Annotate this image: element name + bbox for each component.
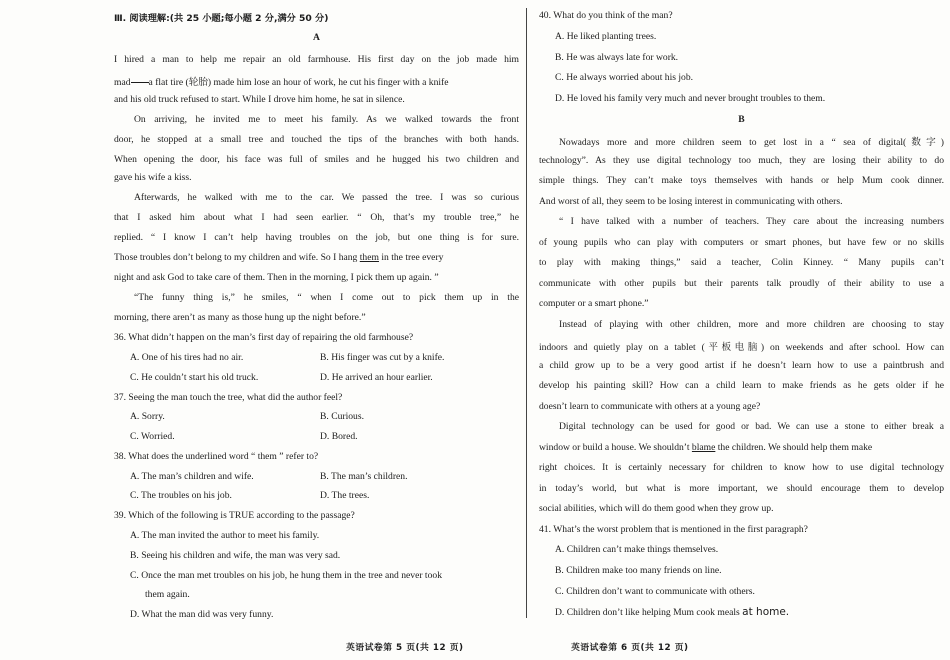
passage-b-text: window or build a house. We shouldn’t [539,442,690,453]
option-36-d: D. He arrived an hour earlier. [320,372,433,383]
footer-right-page-number: 英语试卷第 6 页(共 12 页) [571,643,689,653]
option-40-d: D. He loved his family very much and never brought troubles to them. [555,93,826,104]
question-38-stem: 38. What does the underlined word “ them ” refer to? [114,451,319,462]
option-37-a: A. Sorry. [130,411,165,422]
passage-b-line: doesn’t learn to communicate with others at a young age? [539,401,761,412]
mad-word: mad [114,77,131,88]
passage-b-line: right choices. It is certainly necessary for children to know how to use digital technology [539,462,944,473]
option-37-d: D. Bored. [320,431,358,442]
option-41-c: C. Children don’t want to communicate with others. [555,586,755,597]
option-36-b: B. His finger was cut by a knife. [320,352,445,363]
passage-b-line: to play with making things,” said a teacher, Colin Kinney. “ Many pupils can’t [539,257,944,268]
passage-a-title: A [313,32,320,43]
passage-a-line: replied. “ I know I can’t help having troubles on the job, but one thing is for sure. [114,232,519,243]
option-37-c: C. Worried. [130,431,175,442]
option-38-a: A. The man’s children and wife. [130,471,254,482]
option-41-a: A. Children can’t make things themselves. [555,544,719,555]
passage-a-line: When opening the door, his face was full of smiles and he hugged his two children and [114,154,519,165]
question-37-stem: 37. Seeing the man touch the tree, what did the author feel? [114,392,343,403]
option-41-d [555,606,789,618]
passage-b-line [539,442,944,453]
left-page [114,0,519,636]
option-40-a: A. He liked planting trees. [555,31,657,42]
option-41-d-added-text: at home. [742,606,790,618]
underlined-word-blame: blame [691,442,716,453]
passage-b-line: And worst of all, they seem to be losing interest in communicating with others. [539,196,843,207]
option-39-a: A. The man invited the author to meet his family. [130,530,320,541]
passage-a-text: Those troubles don’t belong to my children and wife. So I hang [114,252,358,263]
passage-a-line: that I asked him about what I had seen earlier. “ Oh, that’s my trouble tree,” he [114,212,519,223]
passage-b-line: “ I have talked with a number of teachers. They care about the increasing numbers [559,216,944,227]
option-39-c: C. Once the man met troubles on his job, he hung them in the tree and never took [130,570,442,581]
option-39-c-cont: them again. [145,589,190,600]
passage-b-line: of young pupils who can play with computers or smart phones, but have few or no skills [539,237,944,248]
passage-b-line: Nowadays more and more children seem to get lost in a “ sea of digital(数字) [559,137,944,148]
passage-a-line: and his old truck refused to start. While I drove him home, he sat in silence. [114,94,405,105]
passage-a-line [114,252,519,263]
right-page [539,0,944,636]
passage-a-line: door, he stopped at a small tree and touched the tips of the branches with both hands. [114,134,519,145]
passage-b-line: Instead of playing with other children, more and more children are choosing to stay [559,319,944,330]
passage-b-text: the children. We should help them make [717,442,873,453]
passage-b-line: computer or a smart phone.” [539,298,649,309]
page-divider [526,8,527,618]
passage-b-line: social abilities, which will do them good when they grow up. [539,503,774,514]
passage-a-text: a flat tire (轮胎) made him lose an hour of work, he cut his finger with a knife [148,77,449,88]
passage-b-title: B [738,114,745,125]
passage-b-line: develop his painting skill? How can a child learn to make friends as he gets older if he [539,380,944,391]
underlined-word-them: them [359,252,379,263]
passage-a-line [114,74,519,88]
passage-a-line: gave his wife a kiss. [114,172,192,183]
passage-b-line: a child grow up to be a very good artist if he doesn’t learn how to use a paintbrush and [539,360,944,371]
option-39-d: D. What the man did was very funny. [130,609,274,620]
passage-b-line: simple things. They can’t make toys themselves with hands or help Mum cook dinner. [539,175,944,186]
question-39-stem: 39. Which of the following is TRUE according to the passage? [114,510,355,521]
option-36-a: A. One of his tires had no air. [130,352,244,363]
option-41-d-text: D. Children don’t like helping Mum cook meals [555,607,740,618]
option-38-d: D. The trees. [320,490,370,501]
passage-a-text: in the tree every [381,252,444,263]
passage-b-line: communicate with other pupils but their parents talk proudly of their ability to use a [539,278,944,289]
option-38-c: C. The troubles on his job. [130,490,232,501]
footer-left-page-number: 英语试卷第 5 页(共 12 页) [346,643,464,653]
question-36-stem: 36. What didn’t happen on the man’s first day of repairing the old farmhouse? [114,332,414,343]
passage-a-line: On arriving, he invited me to meet his family. As we walked towards the front [134,114,519,125]
passage-a-line: night and ask God to take care of them. Then in the morning, I pick them up again. ” [114,272,439,283]
passage-a-line: I hired a man to help me repair an old farmhouse. His first day on the job made him [114,54,519,65]
passage-a-line: morning, there aren’t as many as those hung up the night before.” [114,312,366,323]
passage-b-line: Digital technology can be used for good or bad. We can use a stone to either break a [559,421,944,432]
option-40-b: B. He was always late for work. [555,52,679,63]
option-37-b: B. Curious. [320,411,364,422]
question-41-stem: 41. What’s the worst problem that is mentioned in the first paragraph? [539,524,808,535]
passage-b-line: technology”. As they use digital technology too much, they are losing their ability to do [539,155,944,166]
option-41-b: B. Children make too many friends on line. [555,565,722,576]
passage-b-line: in today’s world, but what is more important, we should encourage them to develop [539,483,944,494]
option-39-b: B. Seeing his children and wife, the man was very sad. [130,550,341,561]
passage-a-line: Afterwards, he walked with me to the car. We passed the tree. I was so curious [134,192,519,203]
option-36-c: C. He couldn’t start his old truck. [130,372,259,383]
passage-a-line: “The funny thing is,” he smiles, “ when I come out to pick them up in the [134,292,519,303]
passage-b-line: indoors and quietly play on a tablet (平板电脑) on weekends and after school. How can [539,342,944,353]
section-header: Ⅲ. 阅读理解:(共 25 小题;每小题 2 分,满分 50 分) [114,13,329,24]
option-38-b: B. The man’s children. [320,471,408,482]
option-40-c: C. He always worried about his job. [555,72,694,83]
question-40-stem: 40. What do you think of the man? [539,10,673,21]
dash-mark [131,82,149,83]
